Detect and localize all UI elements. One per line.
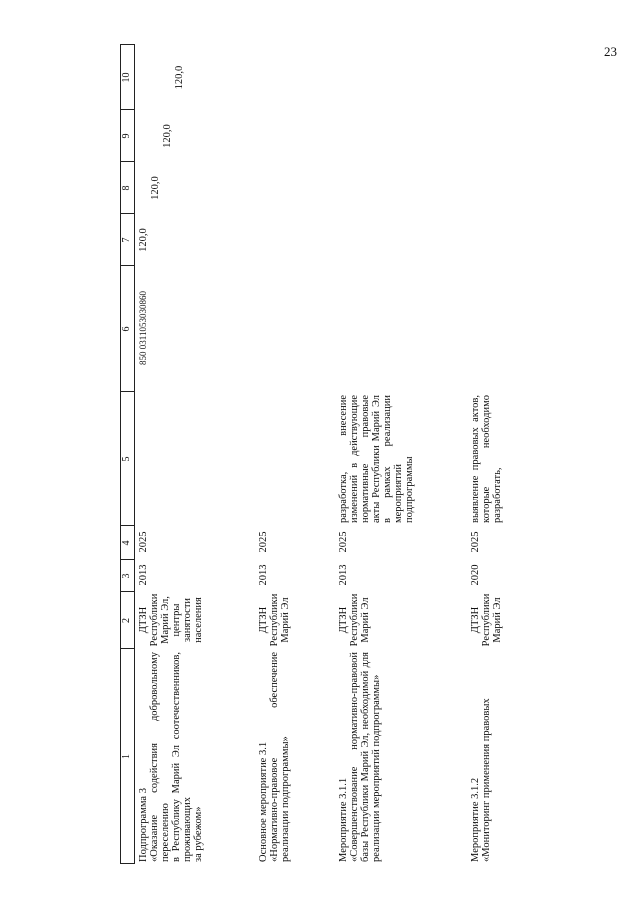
column-number: 1	[121, 754, 132, 759]
rotated-table	[120, 44, 520, 864]
column-number: 8	[121, 185, 132, 191]
table-row-executor: ДТЗН Республики Марий Эл	[338, 591, 371, 647]
table-row-start: 2013	[258, 564, 269, 586]
header-bottom-border	[134, 44, 135, 864]
column-number: 2	[121, 618, 132, 623]
table-row-start: 2013	[338, 564, 349, 586]
table-row-executor: ДТЗН Республики Марий Эл	[258, 591, 291, 647]
column-number: 10	[121, 72, 132, 83]
column-number: 9	[121, 133, 132, 139]
table-row-value: 120,0	[150, 176, 161, 200]
table-row-name: Основное мероприятие 3.1 «Нормативно-правовое обеспечение реализации подпрограммы»	[258, 652, 291, 862]
table-row-result: разработка, внесение изменений в действующие нормативные правовые акты Республики Марий Эл в рамках реализации мероприятий подпрограммы	[338, 392, 415, 523]
column-number: 7	[121, 237, 132, 243]
column-number: 5	[121, 456, 132, 462]
column-number: 3	[121, 573, 132, 579]
table-row-value: 120,0	[162, 124, 173, 148]
table-row-code: 850 0311053030860	[138, 291, 148, 365]
page-number: 23	[604, 44, 617, 59]
table-row-value: 120,0	[138, 228, 149, 252]
table-row-name: Мероприятие 3.1.2 «Мониторинг применения правовых	[470, 698, 492, 862]
table-row-end: 2025	[338, 531, 349, 553]
table-row-executor: ДТЗН Республики Марий Эл	[470, 591, 503, 647]
table-row-end: 2025	[138, 531, 149, 553]
table-row-name: Мероприятие 3.1.1 «Совершенствование нормативно-правовой базы Республики Марий Эл, необходимой для реализации мероприятий подпрограммы»	[338, 652, 382, 862]
table-row-result: выявление правовых актов, которые необходимо разработать,	[470, 392, 503, 523]
table-row-start: 2013	[138, 564, 149, 586]
table-row-executor: ДТЗН Республики Марий Эл, центры занятости населения	[138, 591, 204, 647]
table-row-start: 2020	[470, 564, 481, 586]
column-number: 4	[121, 540, 132, 546]
table-row-value: 120,0	[174, 65, 185, 90]
table-row-name: Подпрограмма 3 «Оказание содействия добровольному переселению в Республику Марий Эл соотечественников, проживающих за рубежом»	[138, 652, 204, 862]
column-number: 6	[121, 326, 132, 332]
table-row-end: 2025	[470, 531, 481, 553]
table-row-end: 2025	[258, 531, 269, 553]
